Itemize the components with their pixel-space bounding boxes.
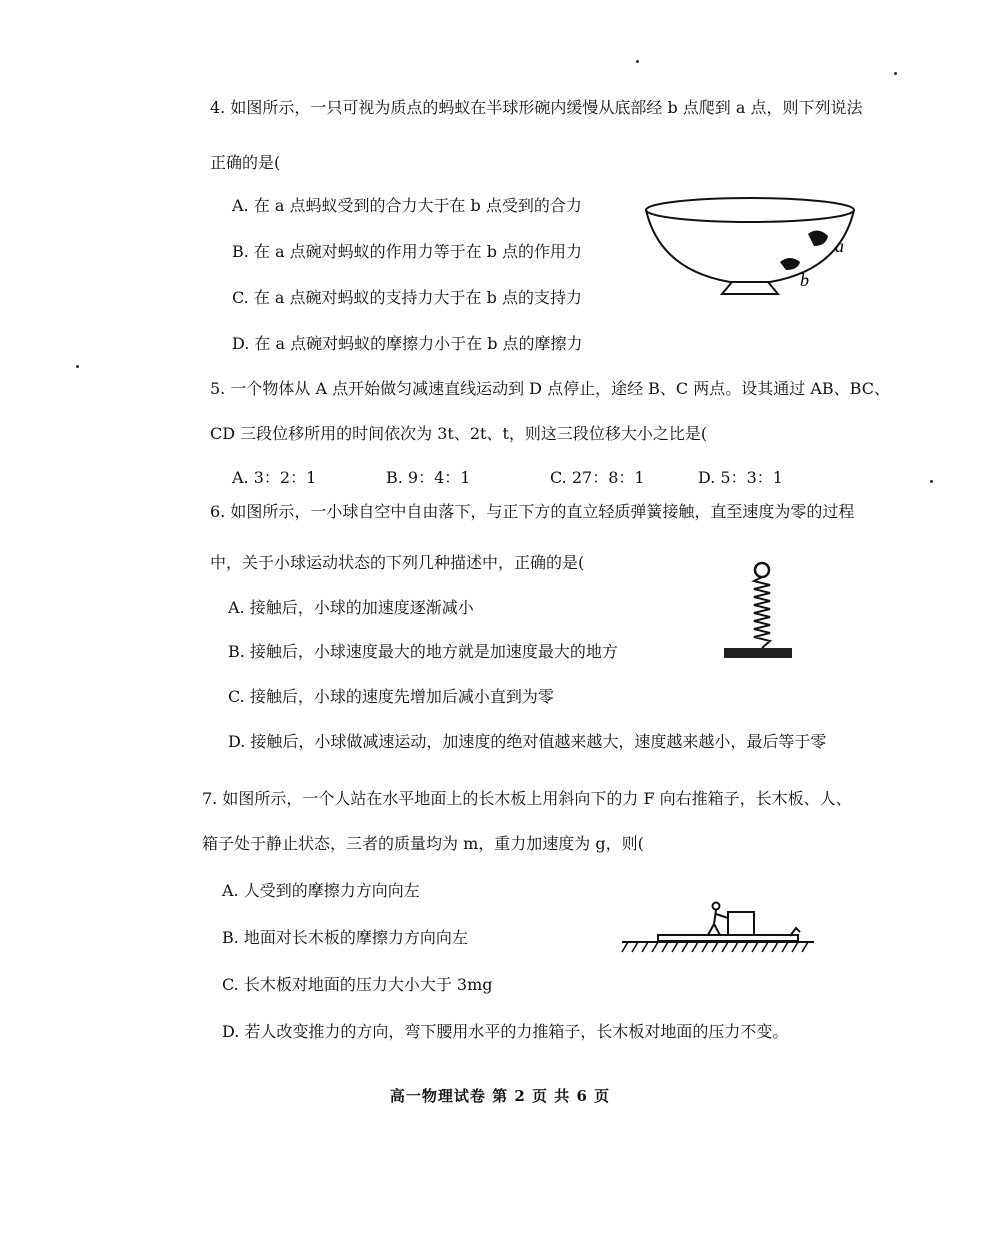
- person: [708, 903, 728, 936]
- label-a: a: [835, 236, 844, 256]
- ant-at-b: [780, 258, 800, 270]
- q6-option-d: D. 接触后，小球做减速运动，加速度的绝对值越来越大，速度越来越小，最后等于零: [228, 732, 827, 751]
- bowl-rim: [646, 198, 854, 222]
- q4-option-c: C. 在 a 点碗对蚂蚁的支持力大于在 b 点的支持力: [232, 288, 582, 307]
- bowl-body: [646, 210, 854, 282]
- bowl-base: [722, 282, 778, 294]
- label-b: b: [800, 270, 809, 290]
- q5-stem-line2: CD 三段位移所用的时间依次为 3t、2t、t，则这三段位移大小之比是(: [210, 424, 708, 443]
- ball: [755, 563, 769, 577]
- spring: [754, 577, 770, 648]
- q6-option-b: B. 接触后，小球速度最大的地方就是加速度最大的地方: [228, 642, 618, 661]
- q6-stem-line1: 6. 如图所示，一小球自空中自由落下，与正下方的直立轻质弹簧接触，直至速度为零的过程: [210, 502, 855, 521]
- q7-option-c: C. 长木板对地面的压力大小大于 3mg: [222, 975, 493, 994]
- page-footer: 高一物理试卷 第 2 页 共 6 页: [389, 1087, 611, 1105]
- ground-hatching: [622, 942, 808, 952]
- q4-option-d: D. 在 a 点碗对蚂蚁的摩擦力小于在 b 点的摩擦力: [232, 334, 583, 353]
- q7-stem-line1: 7. 如图所示，一个人站在水平地面上的长木板上用斜向下的力 F 向右推箱子，长木板、人、: [202, 789, 852, 808]
- q4-option-b: B. 在 a 点碗对蚂蚁的作用力等于在 b 点的作用力: [232, 242, 583, 261]
- scan-speck: [894, 72, 897, 75]
- scan-speck: [930, 480, 933, 483]
- q6-option-c: C. 接触后，小球的速度先增加后减小直到为零: [228, 687, 554, 706]
- scan-speck: [636, 60, 639, 63]
- q6-option-a: A. 接触后，小球的加速度逐渐减小: [228, 598, 474, 617]
- spring-figure: [720, 560, 800, 664]
- q5-option-c: C. 27：8：1: [550, 468, 645, 487]
- q6-stem-line2: 中，关于小球运动状态的下列几种描述中，正确的是(: [210, 553, 585, 572]
- q7-option-d: D. 若人改变推力的方向，弯下腰用水平的力推箱子，长木板对地面的压力不变。: [222, 1022, 789, 1041]
- q4-stem-line2: 正确的是(: [210, 153, 281, 172]
- q5-option-d: D. 5：3：1: [698, 468, 783, 487]
- q5-option-b: B. 9：4：1: [386, 468, 471, 487]
- board-figure: [618, 898, 818, 960]
- q7-option-b: B. 地面对长木板的摩擦力方向向左: [222, 928, 468, 947]
- q4-option-a: A. 在 a 点蚂蚁受到的合力大于在 b 点受到的合力: [232, 196, 582, 215]
- ant-at-a: [808, 230, 828, 246]
- q5-option-a: A. 3：2：1: [232, 468, 317, 487]
- q5-stem-line1: 5. 一个物体从 A 点开始做匀减速直线运动到 D 点停止，途经 B、C 两点。设其通过 AB、BC、: [210, 379, 890, 398]
- q4-stem-line1: 4. 如图所示，一只可视为质点的蚂蚁在半球形碗内缓慢从底部经 b 点爬到 a 点，则下列说法: [210, 98, 863, 117]
- box: [728, 912, 754, 935]
- q7-option-a: A. 人受到的摩擦力方向向左: [222, 881, 420, 900]
- scan-speck: [76, 365, 79, 368]
- bowl-figure: [640, 190, 860, 300]
- ground-block: [724, 648, 792, 658]
- q7-stem-line2: 箱子处于静止状态，三者的质量均为 m，重力加速度为 g，则(: [202, 834, 644, 853]
